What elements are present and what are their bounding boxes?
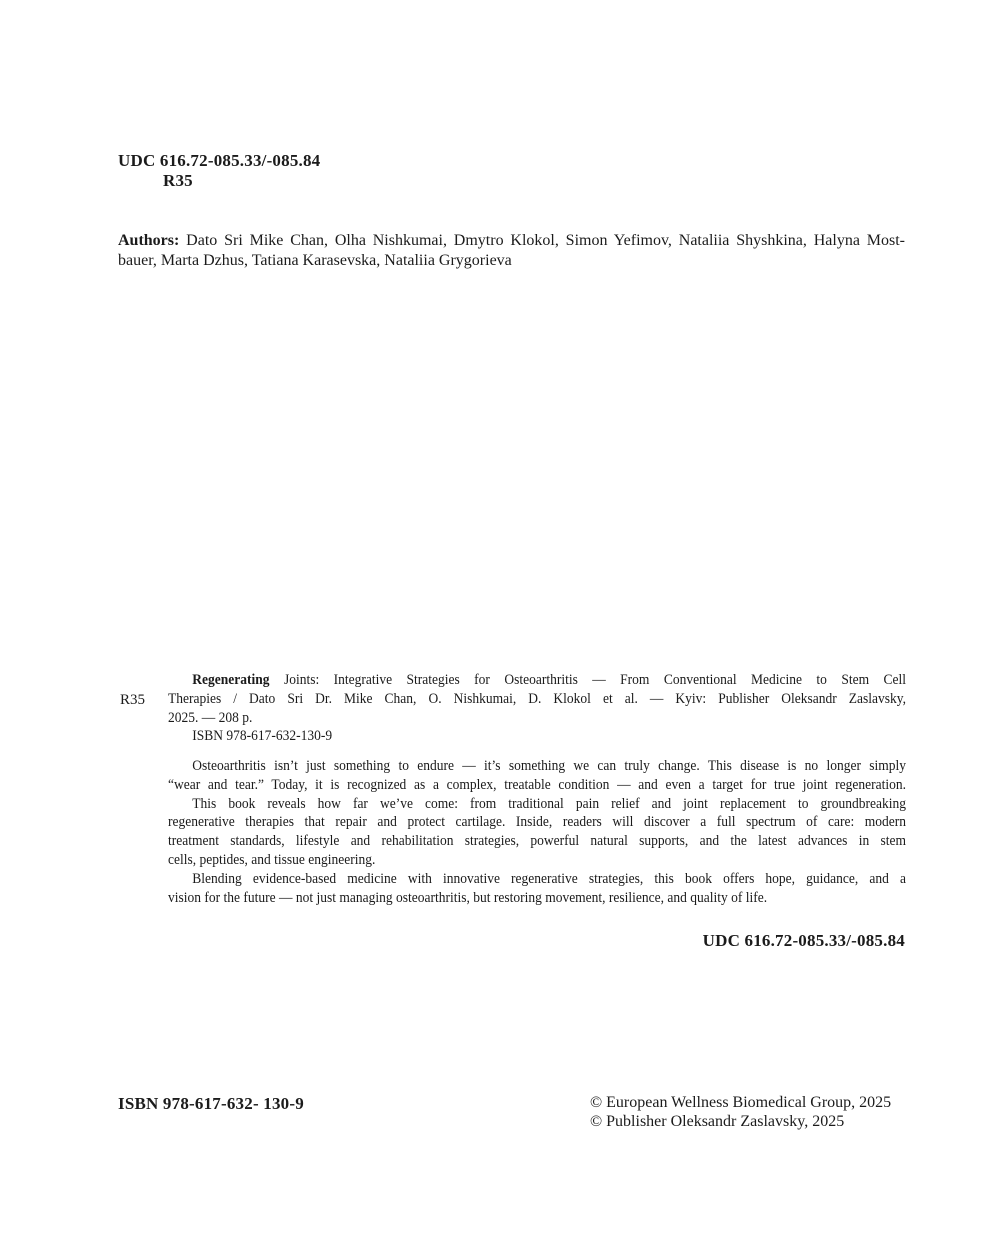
annotation-line: “wear and tear.” Today, it is recognized as a complex, treatable condition — and even a target for true joint regeneration. <box>168 776 906 793</box>
footer-isbn: ISBN 978-617-632- 130-9 <box>118 1094 304 1113</box>
classification-code: R35 <box>163 171 193 190</box>
catalog-card-line-2: Therapies / Dato Sri Dr. Mike Chan, O. Nishkumai, D. Klokol et al. — Kyiv: Publisher Oleksandr Zaslavsky, <box>168 690 906 707</box>
annotation-line: treatment standards, lifestyle and rehabilitation strategies, powerful natural supports, and the latest advances in stem <box>168 833 906 850</box>
catalog-card <box>168 671 906 746</box>
catalog-card-isbn: ISBN 978-617-632-130-9 <box>192 728 333 745</box>
annotation-line: regenerative therapies that repair and protect cartilage. Inside, readers will discover a full spectrum of care: modern <box>168 814 906 831</box>
authors-line-2: bauer, Marta Dzhus, Tatiana Karasevska, Nataliia Grygorieva <box>118 251 512 269</box>
annotation-line: cells, peptides, and tissue engineering. <box>168 851 376 868</box>
annotation-line: Osteoarthritis isn’t just something to endure — it’s something we can truly change. This disease is no longer simply <box>192 758 907 774</box>
catalog-card-line-1 <box>168 671 906 690</box>
authors-block <box>118 231 905 270</box>
annotation-line: This book reveals how far we’ve come: from traditional pain relief and joint replacement to groundbreaking <box>192 795 907 812</box>
book-title-keyword: Regenerating <box>192 672 270 688</box>
copyright-line-1: © European Wellness Biomedical Group, 2025 <box>590 1094 892 1111</box>
copyright-block <box>590 1093 891 1131</box>
udc-number-bottom: UDC 616.72-085.33/-085.84 <box>702 931 905 950</box>
catalog-card-title-rest: Joints: Integrative Strategies for Osteoarthritis — From Conventional Medicine to Stem Cell <box>269 672 906 688</box>
authors-names-part1: Dato Sri Mike Chan, Olha Nishkumai, Dmytro Klokol, Simon Yefimov, Nataliia Shyshkina, Halyna Most- <box>179 232 905 249</box>
authors-line-1 <box>118 231 905 251</box>
annotation-line: Blending evidence-based medicine with innovative regenerative strategies, this book offers hope, guidance, and a <box>192 870 907 887</box>
annotation-line: vision for the future — not just managing osteoarthritis, but restoring movement, resilience, and quality of life. <box>168 889 768 906</box>
authors-label: Authors: <box>118 232 180 249</box>
catalog-card-code: R35 <box>120 692 146 708</box>
udc-classification-block <box>118 151 320 191</box>
udc-number: UDC 616.72-085.33/-085.84 <box>118 151 321 170</box>
annotation-block <box>168 757 906 907</box>
catalog-card-line-3: 2025. — 208 p. <box>168 709 253 726</box>
copyright-line-2: © Publisher Oleksandr Zaslavsky, 2025 <box>590 1113 845 1130</box>
